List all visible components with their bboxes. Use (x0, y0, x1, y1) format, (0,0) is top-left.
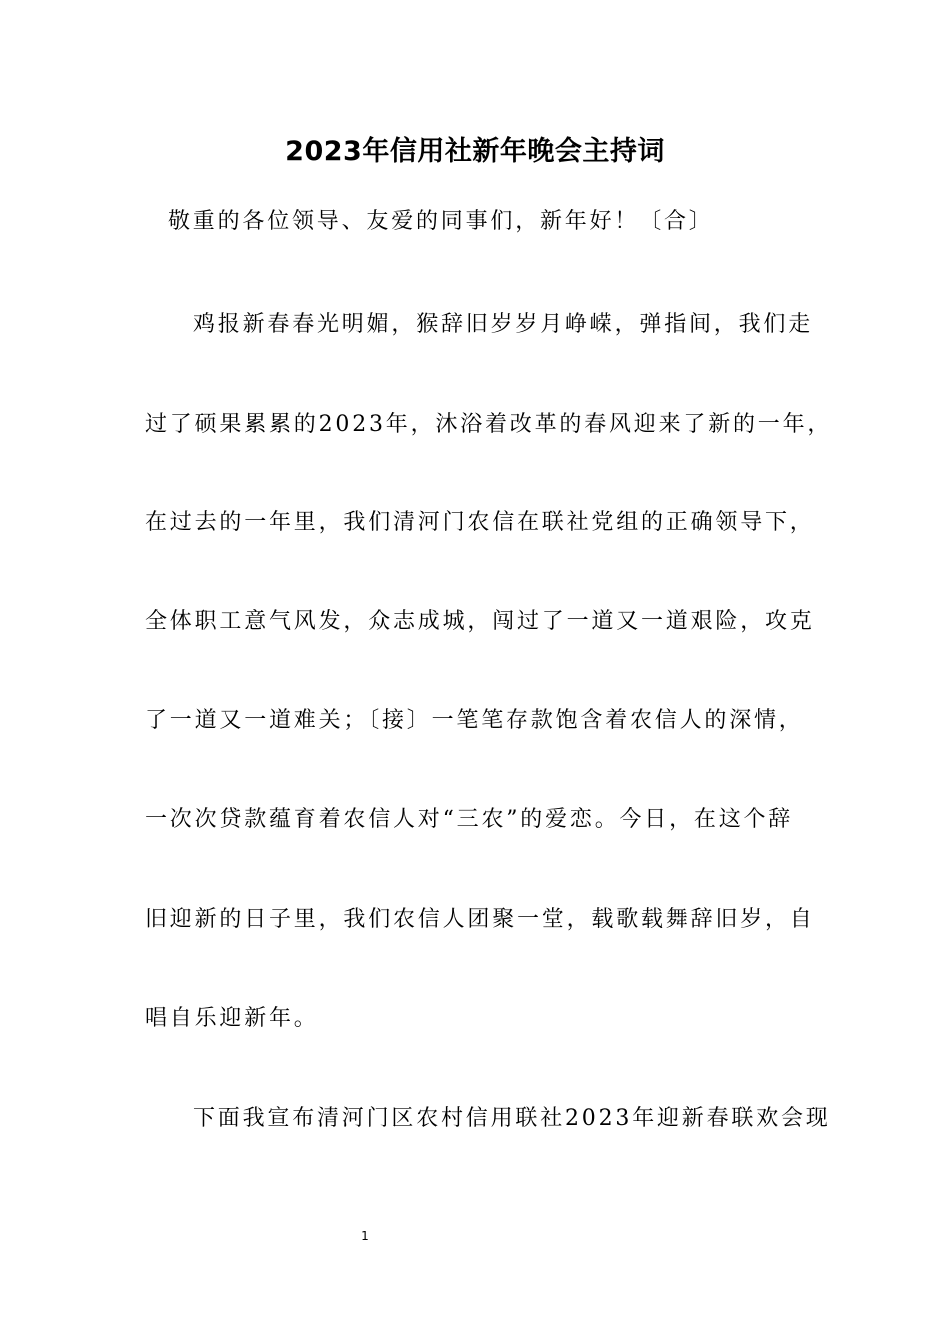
paragraph-2-line-1: 下面我宣布清河门区农村信用联社2023年迎新春联欢会现 (193, 1106, 831, 1131)
document-title: 2023年信用社新年晚会主持词 (285, 136, 665, 167)
paragraph-1-line-8: 唱自乐迎新年。 (145, 1006, 319, 1031)
paragraph-1-line-2: 过了硕果累累的2023年，沐浴着改革的春风迎来了新的一年， (145, 412, 833, 437)
paragraph-1-line-7: 旧迎新的日子里，我们农信人团聚一堂，载歌载舞辞旧岁，自 (145, 907, 815, 932)
paragraph-1-line-3: 在过去的一年里，我们清河门农信在联社党组的正确领导下， (145, 510, 815, 535)
paragraph-1-line-4: 全体职工意气风发，众志成城，闯过了一道又一道艰险，攻克 (145, 609, 815, 634)
paragraph-1-line-5: 了一道又一道难关；〔接〕一笔笔存款饱含着农信人的深情， (145, 708, 804, 733)
page-number: 1 (361, 1229, 369, 1243)
salutation-line: 敬重的各位领导、友爱的同事们，新年好！〔合〕 (168, 209, 714, 234)
paragraph-1-line-1: 鸡报新春春光明媚，猴辞旧岁岁月峥嵘，弹指间，我们走 (193, 312, 814, 337)
paragraph-1-line-6: 一次次贷款蕴育着农信人对“三农”的爱恋。今日，在这个辞 (145, 807, 794, 832)
